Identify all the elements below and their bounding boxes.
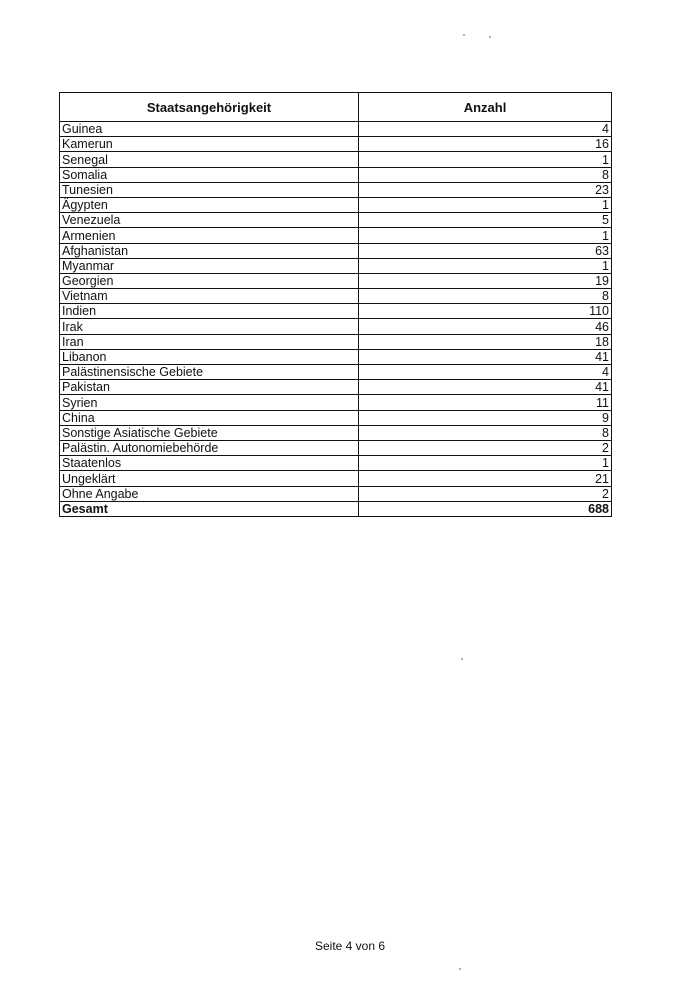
- cell-country: Irak: [60, 319, 359, 334]
- table-row: [60, 395, 612, 410]
- table-row: [60, 228, 612, 243]
- table-row: [60, 273, 612, 288]
- table-row: [60, 486, 612, 501]
- cell-country: Staatenlos: [60, 456, 359, 471]
- table-row: [60, 456, 612, 471]
- cell-count: 18: [359, 334, 612, 349]
- table-row: [60, 334, 612, 349]
- table-row: [60, 122, 612, 137]
- cell-country: Sonstige Asiatische Gebiete: [60, 425, 359, 440]
- cell-country: Vietnam: [60, 289, 359, 304]
- cell-country: Tunesien: [60, 182, 359, 197]
- cell-count: 2: [359, 440, 612, 455]
- nationality-table: [59, 92, 612, 517]
- cell-count: 11: [359, 395, 612, 410]
- cell-count: 63: [359, 243, 612, 258]
- cell-country: Senegal: [60, 152, 359, 167]
- cell-count: 41: [359, 349, 612, 364]
- cell-count: 23: [359, 182, 612, 197]
- table-row: [60, 152, 612, 167]
- table-row: [60, 349, 612, 364]
- cell-country: Ohne Angabe: [60, 486, 359, 501]
- cell-country: Palästinensische Gebiete: [60, 365, 359, 380]
- table-body: [60, 122, 612, 517]
- cell-count: 4: [359, 122, 612, 137]
- table-row: [60, 319, 612, 334]
- cell-country: Iran: [60, 334, 359, 349]
- cell-country: Ägypten: [60, 197, 359, 212]
- cell-count: 1: [359, 152, 612, 167]
- cell-country: Palästin. Autonomiebehörde: [60, 440, 359, 455]
- table-row: [60, 289, 612, 304]
- cell-country: Somalia: [60, 167, 359, 182]
- cell-count: 1: [359, 258, 612, 273]
- cell-country: Indien: [60, 304, 359, 319]
- table-row: [60, 380, 612, 395]
- cell-country: Armenien: [60, 228, 359, 243]
- cell-count: 1: [359, 456, 612, 471]
- table-row: [60, 197, 612, 212]
- column-header-count: Anzahl: [359, 93, 612, 122]
- cell-count: 4: [359, 365, 612, 380]
- cell-count: 8: [359, 289, 612, 304]
- table-row: [60, 167, 612, 182]
- cell-count: 9: [359, 410, 612, 425]
- scan-speck: [489, 36, 491, 38]
- cell-count: 19: [359, 273, 612, 288]
- cell-count: 21: [359, 471, 612, 486]
- cell-country: Guinea: [60, 122, 359, 137]
- cell-country: Pakistan: [60, 380, 359, 395]
- cell-count: 8: [359, 425, 612, 440]
- column-header-nationality: Staatsangehörigkeit: [60, 93, 359, 122]
- cell-count: 110: [359, 304, 612, 319]
- cell-count: 16: [359, 137, 612, 152]
- cell-country: Afghanistan: [60, 243, 359, 258]
- cell-country: Venezuela: [60, 213, 359, 228]
- table-row: [60, 304, 612, 319]
- table-row: [60, 213, 612, 228]
- nationality-table-container: [59, 92, 611, 517]
- total-count: 688: [359, 501, 612, 516]
- table-row: [60, 440, 612, 455]
- table-row: [60, 182, 612, 197]
- cell-count: 2: [359, 486, 612, 501]
- scan-speck: [459, 968, 461, 970]
- cell-count: 8: [359, 167, 612, 182]
- cell-country: China: [60, 410, 359, 425]
- cell-count: 41: [359, 380, 612, 395]
- table-row: [60, 410, 612, 425]
- page-number: Seite 4 von 6: [314, 939, 386, 953]
- cell-count: 1: [359, 228, 612, 243]
- table-row: [60, 258, 612, 273]
- cell-country: Kamerun: [60, 137, 359, 152]
- table-total-row: [60, 501, 612, 516]
- cell-country: Ungeklärt: [60, 471, 359, 486]
- cell-country: Georgien: [60, 273, 359, 288]
- scan-speck: [461, 658, 463, 660]
- cell-count: 46: [359, 319, 612, 334]
- table-row: [60, 365, 612, 380]
- table-row: [60, 243, 612, 258]
- cell-count: 5: [359, 213, 612, 228]
- scan-speck: [463, 34, 465, 36]
- cell-country: Libanon: [60, 349, 359, 364]
- cell-country: Syrien: [60, 395, 359, 410]
- cell-country: Myanmar: [60, 258, 359, 273]
- table-header-row: [60, 93, 612, 122]
- total-label: Gesamt: [60, 501, 359, 516]
- table-row: [60, 425, 612, 440]
- table-row: [60, 137, 612, 152]
- cell-count: 1: [359, 197, 612, 212]
- table-row: [60, 471, 612, 486]
